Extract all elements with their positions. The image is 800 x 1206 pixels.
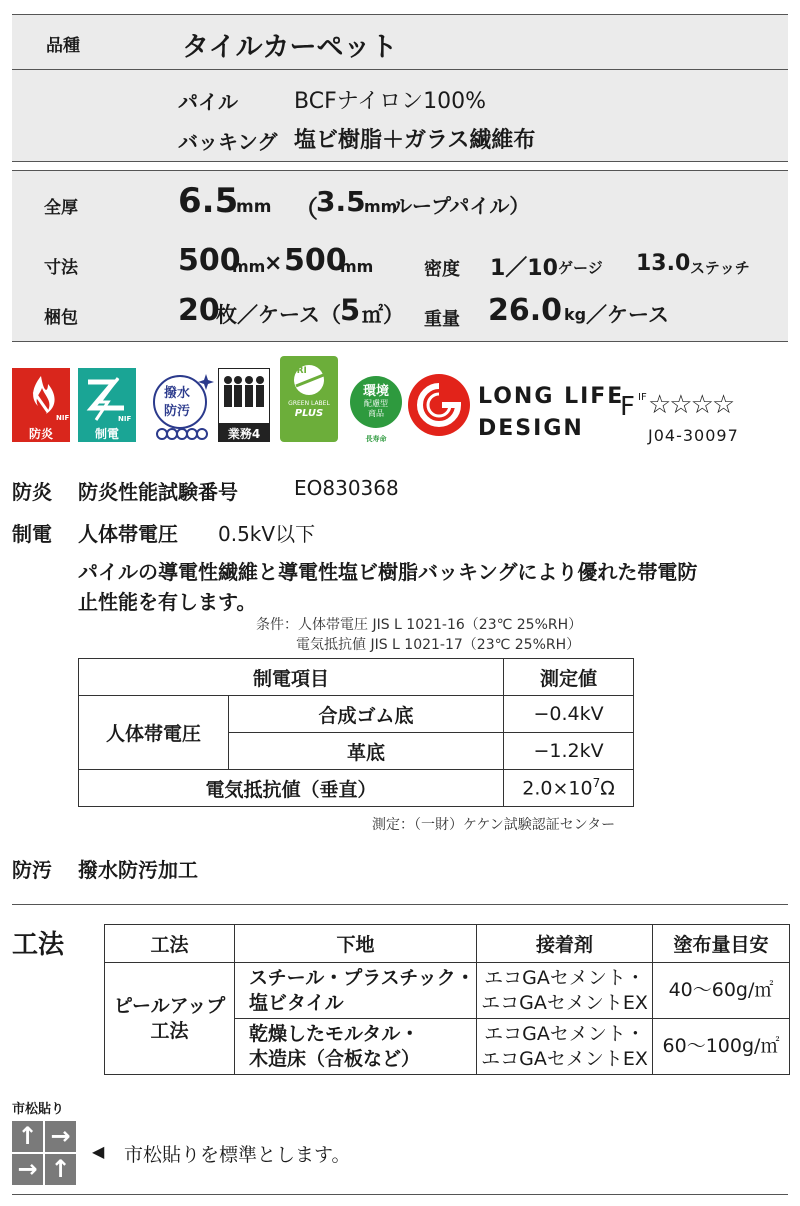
antistatic-badge-text: 制電 [94, 427, 119, 441]
eco-text-2: 配慮型 [364, 399, 388, 408]
substrate-2-line2: 木造床（合板など） [249, 1047, 421, 1070]
cri-green: GREEN LABEL [288, 400, 330, 407]
people-icon [218, 368, 270, 424]
arrow-up-icon: ↑ [12, 1121, 43, 1152]
certification-logos [12, 368, 788, 448]
method-name [105, 963, 235, 1075]
checkerboard-pattern [12, 1121, 76, 1185]
antistatic-label: 制電 [12, 522, 52, 546]
business-badge-text: 業務4 [227, 427, 261, 441]
formaldehyde-if: IF [638, 392, 647, 403]
condition-line-2: 電気抵抗値 JIS L 1021-17（23℃ 25%RH） [296, 637, 581, 653]
stainproof-label: 防汚 [12, 858, 52, 882]
weight-unit-kg: kg [564, 305, 587, 324]
adhesive-1-line1: エコGAセメント・ [484, 966, 645, 989]
pack-count: 20 [178, 293, 220, 328]
adhesive-1-line2: エコGAセメントEX [481, 991, 648, 1014]
weight-label: 重量 [424, 309, 460, 330]
method-table [104, 924, 790, 1075]
adhesive-2 [477, 1019, 653, 1075]
antistatic-logo [78, 368, 136, 442]
substrate-2 [235, 1019, 477, 1075]
size-value-a: 500 [178, 243, 241, 278]
density-stitch-unit: ステッチ [690, 259, 750, 277]
row1-sub: 合成ゴム底 [229, 696, 504, 733]
eco-text-3: 商品 [368, 409, 384, 418]
amount-2: 60〜100g/㎡ [653, 1019, 790, 1075]
spec-row-dimensions [12, 170, 788, 342]
row-group-label: 人体帯電圧 [79, 696, 229, 770]
row2-sub: 革底 [229, 733, 504, 770]
eco-text-1: 環境 [362, 384, 389, 399]
formaldehyde-stars: ☆☆☆☆ [648, 390, 734, 420]
green-label-icon [280, 356, 338, 442]
fireproof-logo [12, 368, 70, 442]
backing-label: バッキング [178, 130, 278, 154]
arrow-up-icon: ↑ [45, 1154, 76, 1185]
density-label: 密度 [424, 259, 460, 280]
longlife-line2: DESIGN [478, 416, 584, 441]
row3-item: 電気抵抗値（垂直） [79, 770, 504, 807]
spec-row-material [12, 70, 788, 162]
longlife-line1: LONG LIFE [478, 384, 625, 409]
method-header-amount: 塗布量目安 [653, 925, 790, 963]
antistatic-table [78, 658, 634, 807]
method-name-line1: ピールアップ [113, 994, 226, 1017]
thickness-unit: mm [236, 197, 272, 217]
method-name-line2: 工法 [150, 1019, 189, 1042]
row3-value-exp: 7 [592, 776, 601, 791]
row2-value: −1.2kV [504, 733, 634, 770]
pack-area-unit: ㎡） [362, 303, 404, 327]
thickness-loop-text: ループパイル） [392, 194, 530, 218]
fireproof-number: EO830368 [294, 476, 399, 500]
size-times: × [264, 251, 283, 276]
arrow-right-icon: → [12, 1154, 43, 1185]
size-unit-b: mm [340, 257, 374, 276]
fireproof-badge-text: 防炎 [28, 427, 53, 441]
density-gauge-unit: ゲージ [558, 259, 603, 277]
spec-table [12, 14, 788, 342]
substrate-1-line1: スチール・プラスチック・ [249, 966, 475, 989]
pile-label: パイル [178, 90, 238, 114]
cri-green-label-logo [280, 356, 338, 442]
eco-logo [346, 374, 406, 446]
pack-label: 梱包 [44, 308, 78, 328]
svg-text:NIF: NIF [118, 415, 132, 423]
pack-unit: 枚／ケース（ [216, 303, 341, 327]
row1-value: −0.4kV [504, 696, 634, 733]
water-text-1: 撥水 [164, 386, 191, 401]
laying-label: 市松貼り [12, 1102, 65, 1117]
thickness-value: 6.5 [178, 181, 239, 221]
thickness-loop-open: （ [294, 195, 318, 223]
condition-line-1: 条件：人体帯電圧 JIS L 1021-16（23℃ 25%RH） [256, 617, 583, 633]
water-repellent-logo [150, 372, 216, 442]
fireproof-text: 防炎性能試験番号 [78, 480, 238, 504]
eco-sub: 長寿命 [365, 435, 387, 443]
substrate-2-line1: 乾燥したモルタル・ [249, 1022, 420, 1045]
density-gauge: 1／10 [490, 256, 558, 281]
backing-value: 塩ビ樹脂＋ガラス繊維布 [294, 128, 536, 153]
size-label: 寸法 [44, 258, 78, 278]
cri-text: CRI [290, 366, 307, 376]
density-stitch: 13.0 [636, 251, 691, 276]
pack-area: 5 [340, 293, 361, 327]
method-header-substrate: 下地 [235, 925, 477, 963]
method-header-adhesive: 接着剤 [477, 925, 653, 963]
spec-row-name [12, 14, 788, 70]
cri-plus: PLUS [294, 408, 324, 419]
size-value-b: 500 [284, 243, 347, 278]
adhesive-2-line2: エコGAセメントEX [481, 1047, 648, 1070]
header-item: 制電項目 [79, 659, 504, 696]
antistatic-value: 0.5kV以下 [218, 522, 316, 546]
substrate-1-line2: 塩ビタイル [249, 991, 344, 1014]
adhesive-2-line1: エコGAセメント・ [484, 1022, 645, 1045]
divider-2 [12, 1194, 788, 1195]
arrow-right-icon: → [45, 1121, 76, 1152]
row3-value-unit: Ω [600, 777, 615, 800]
antistatic-text: 人体帯電圧 [78, 522, 178, 546]
substrate-1 [235, 963, 477, 1019]
arrow-left-marker-icon: ◀ [92, 1142, 105, 1161]
stainproof-text: 撥水防汚加工 [78, 858, 198, 882]
g-mark-icon [406, 372, 472, 438]
water-text-2: 防汚 [164, 404, 191, 419]
name-label: 品種 [46, 36, 80, 56]
measured-by: 測定：（一財）ケケン試験認証センター [372, 817, 616, 833]
row3-value [504, 770, 634, 807]
weight-value: 26.0 [488, 293, 563, 328]
amount-1: 40〜60g/㎡ [653, 963, 790, 1019]
weight-unit-case: ／ケース [586, 303, 669, 327]
size-unit-a: mm [232, 257, 266, 276]
good-design-logo [406, 372, 472, 438]
thickness-loop-value: 3.5 [316, 185, 366, 218]
antistatic-desc-2: 止性能を有します。 [78, 590, 257, 614]
business-use-logo [218, 368, 270, 442]
formaldehyde-code: J04-30097 [648, 426, 739, 445]
antistatic-desc-1: パイルの導電性繊維と導電性塩ビ樹脂バッキングにより優れた帯電防 [78, 560, 698, 584]
method-header-method: 工法 [105, 925, 235, 963]
method-title: 工法 [12, 930, 65, 960]
thickness-loop-unit: mm [364, 197, 398, 216]
row3-value-base: 2.0×10 [522, 777, 593, 800]
svg-text:NIF: NIF [56, 414, 70, 422]
header-value: 測定値 [504, 659, 634, 696]
formaldehyde-f: F [620, 392, 635, 422]
name-value: タイルカーペット [182, 32, 398, 63]
pile-value: BCFナイロン100% [294, 89, 487, 114]
fireproof-label: 防炎 [12, 480, 52, 504]
divider-1 [12, 904, 788, 905]
adhesive-1 [477, 963, 653, 1019]
thickness-label: 全厚 [44, 198, 78, 218]
laying-text: 市松貼りを標準とします。 [124, 1144, 351, 1166]
